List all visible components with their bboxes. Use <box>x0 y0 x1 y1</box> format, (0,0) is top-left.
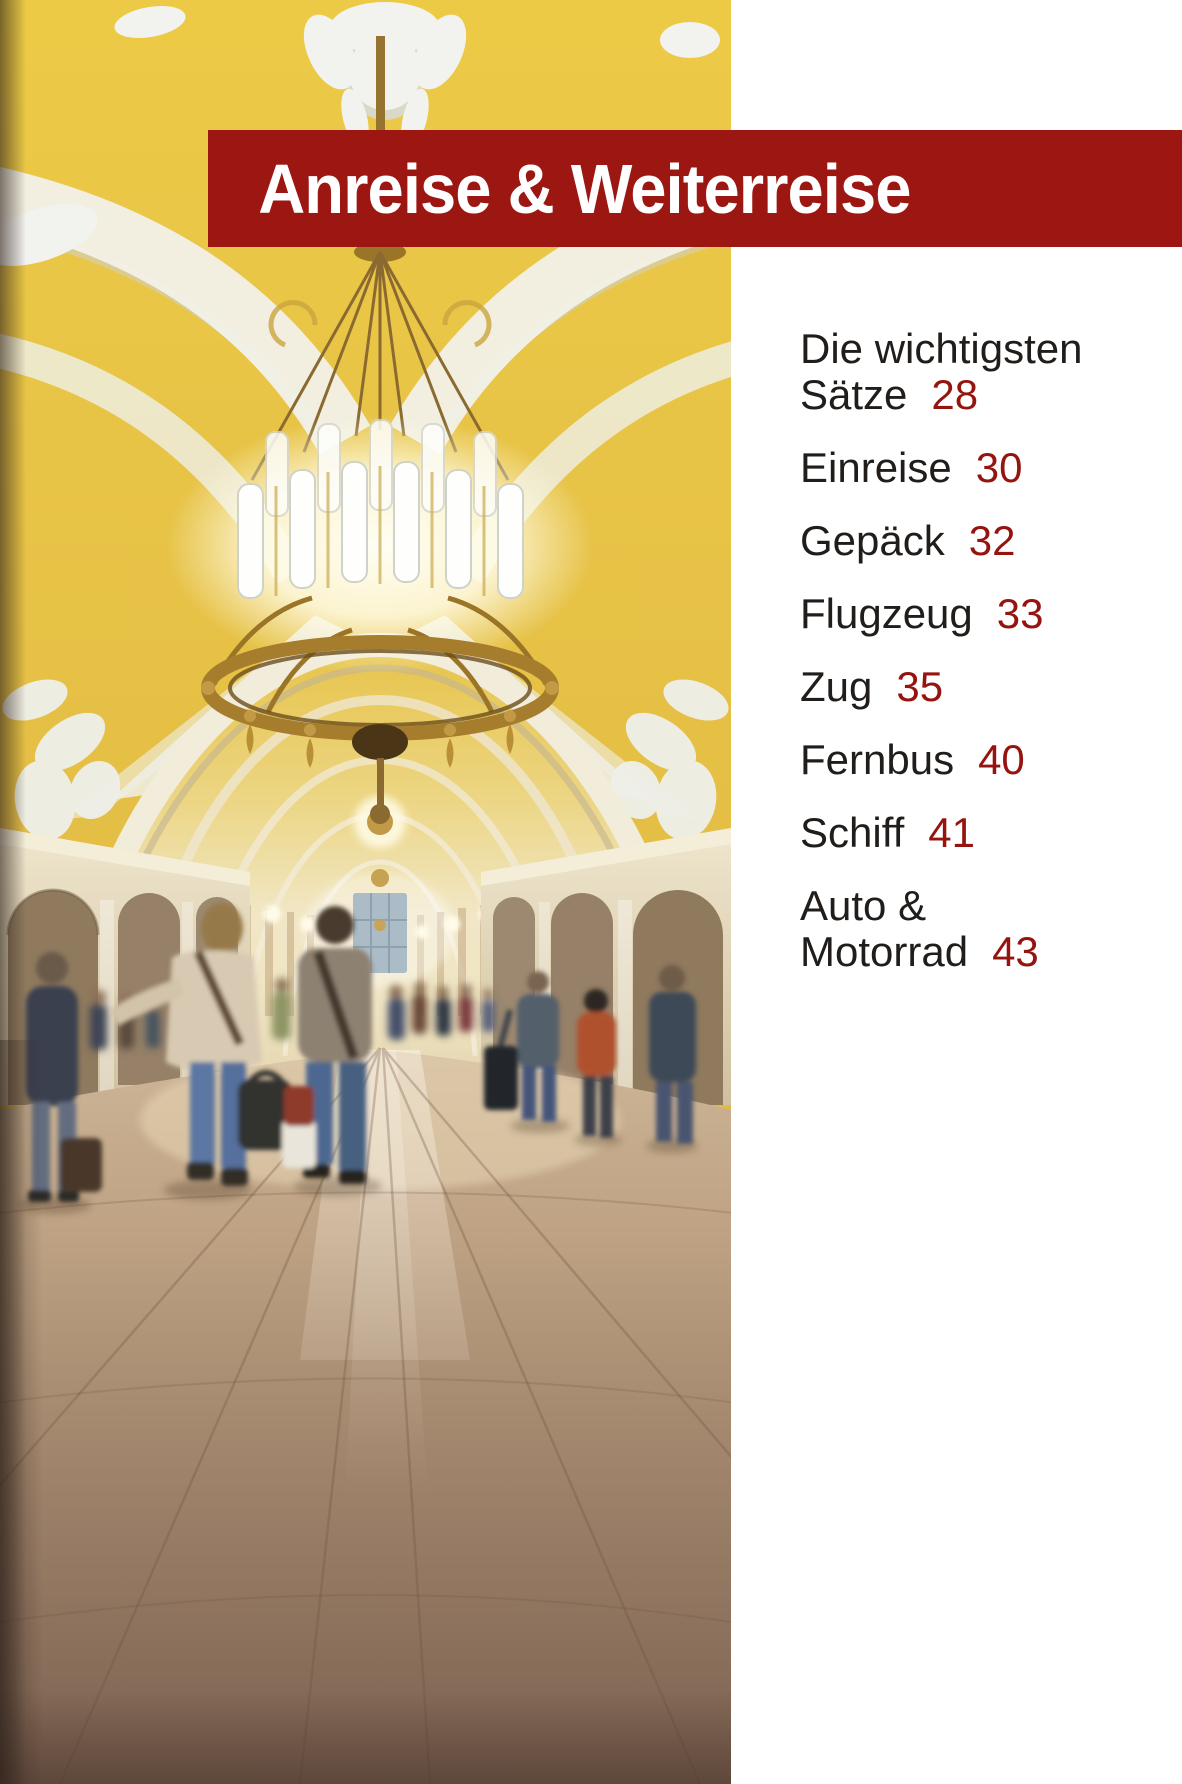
toc-page-number: 35 <box>896 663 944 710</box>
toc-item-zug <box>800 664 1170 710</box>
toc-item-label: Die wichtigsten <box>800 325 1083 372</box>
toc-item-label: Gepäck <box>800 517 945 564</box>
chapter-toc <box>800 326 1170 1002</box>
toc-item-flugzeug <box>800 591 1170 637</box>
toc-item-label: Zug <box>800 663 873 710</box>
toc-item-die-wichtigsten-saetze <box>800 326 1170 418</box>
chapter-title: Anreise & Weiterreise <box>258 149 911 228</box>
toc-item-label: Fernbus <box>800 736 955 783</box>
toc-item-label: Auto & <box>800 882 927 929</box>
toc-item-label: Flugzeug <box>800 590 973 637</box>
toc-page-number: 43 <box>992 928 1039 975</box>
chapter-banner <box>208 130 1182 247</box>
toc-page-number: 40 <box>978 736 1025 783</box>
toc-item-fernbus <box>800 737 1170 783</box>
toc-page-number: 30 <box>975 444 1023 491</box>
toc-page-number: 41 <box>928 809 976 856</box>
toc-item-gepaeck <box>800 518 1170 564</box>
toc-item-label: Einreise <box>800 444 952 491</box>
toc-item-einreise <box>800 445 1170 491</box>
toc-page-number: 33 <box>996 590 1044 637</box>
toc-page-number: 32 <box>968 517 1016 564</box>
toc-item-label: Sätze <box>800 371 908 418</box>
toc-item-schiff <box>800 810 1170 856</box>
toc-page-number: 28 <box>931 371 979 418</box>
toc-item-label: Schiff <box>800 809 905 856</box>
toc-item-label: Motorrad <box>800 928 969 975</box>
toc-item-auto-motorrad <box>800 883 1170 975</box>
